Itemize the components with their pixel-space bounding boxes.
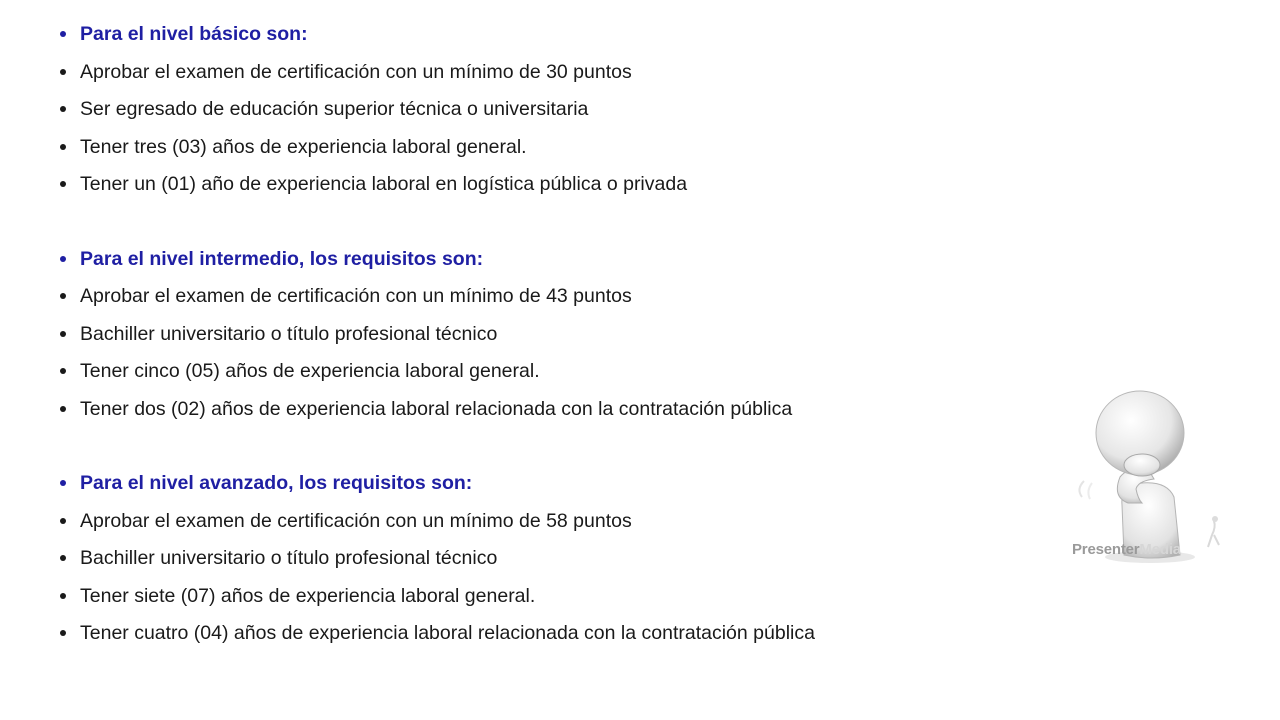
list-item: Tener cinco (05) años de experiencia laboral general. (60, 353, 1060, 391)
section-heading: Para el nivel básico son: (60, 16, 1060, 54)
section-heading: Para el nivel intermedio, los requisitos son: (60, 241, 1060, 279)
list-item: Aprobar el examen de certificación con un mínimo de 30 puntos (60, 54, 1060, 92)
list-item: Ser egresado de educación superior técnica o universitaria (60, 91, 1060, 129)
list-item: Aprobar el examen de certificación con un mínimo de 58 puntos (60, 503, 1060, 541)
section-heading: Para el nivel avanzado, los requisitos son: (60, 465, 1060, 503)
list-item: Bachiller universitario o título profesional técnico (60, 316, 1060, 354)
watermark-part1: Presenter (1072, 541, 1140, 558)
section-advanced (60, 465, 1060, 653)
list-item: Tener siete (07) años de experiencia laboral general. (60, 578, 1060, 616)
list-item: Tener tres (03) años de experiencia laboral general. (60, 129, 1060, 167)
list-item: Tener cuatro (04) años de experiencia laboral relacionada con la contratación pública (60, 615, 1060, 653)
list-item: Tener dos (02) años de experiencia laboral relacionada con la contratación pública (60, 391, 1060, 429)
list-item: Aprobar el examen de certificación con un mínimo de 43 puntos (60, 278, 1060, 316)
list-item: Bachiller universitario o título profesional técnico (60, 540, 1060, 578)
presentermedia-watermark (1072, 541, 1181, 558)
section-intermediate (60, 241, 1060, 429)
watermark-part2: Media (1139, 541, 1181, 558)
requirements-list (60, 16, 1060, 690)
section-basic (60, 16, 1060, 204)
list-item: Tener un (01) año de experiencia laboral en logística pública o privada (60, 166, 1060, 204)
